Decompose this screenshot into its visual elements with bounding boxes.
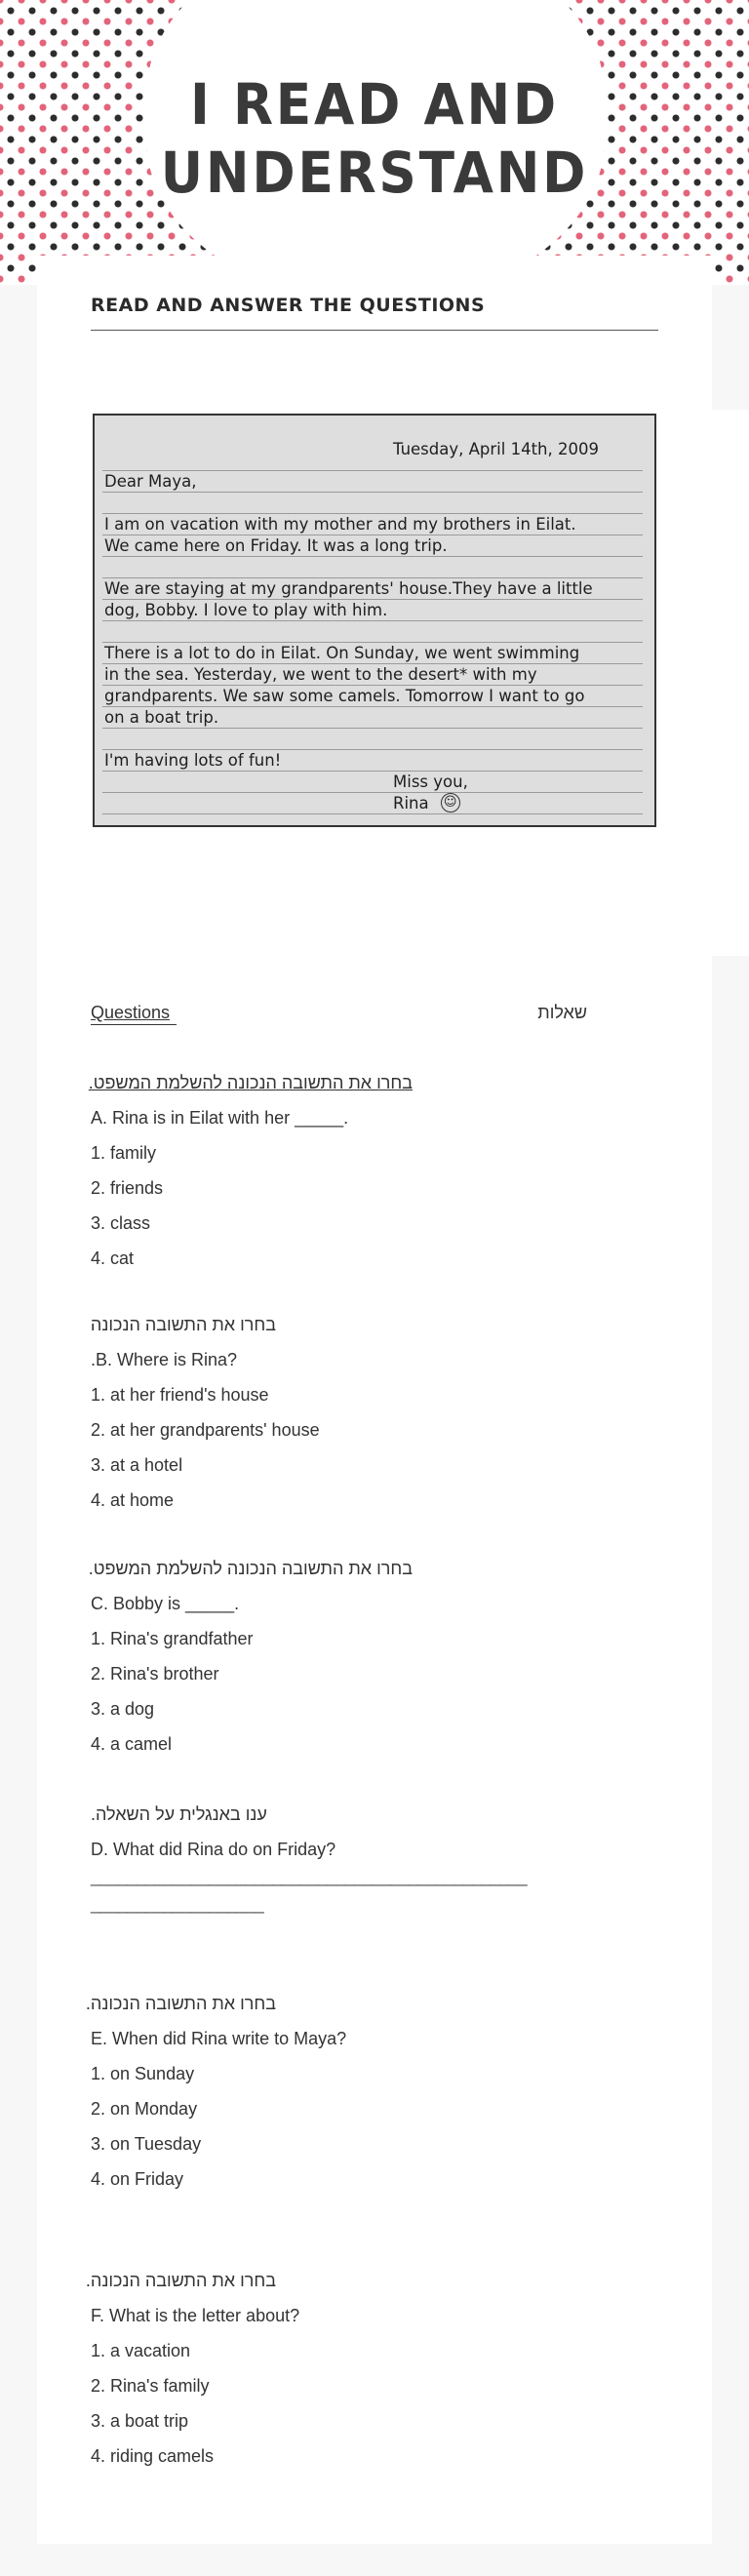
question-e-option: 3. on Tuesday — [91, 2134, 202, 2154]
question-c-prompt: C. Bobby is _____. — [91, 1594, 240, 1613]
question-f-option: 3. a boat trip — [91, 2411, 189, 2431]
letter-line: I'm having lots of fun! — [104, 751, 282, 770]
question-a-instruction: בחרו את התשובה הנכונה להשלמת המשפט. — [88, 1073, 413, 1092]
question-c-option: 3. a dog — [91, 1699, 155, 1719]
question-d-prompt: D. What did Rina do on Friday? — [91, 1840, 336, 1859]
question-b-instruction: בחרו את התשובה הנכונה — [90, 1315, 276, 1334]
question-e-option: 4. on Friday — [91, 2169, 184, 2189]
section-heading: READ AND ANSWER THE QUESTIONS — [91, 295, 658, 331]
question-d-instruction: ענו באנגלית על השאלה. — [91, 1804, 267, 1824]
letter-greeting: Dear Maya, — [104, 472, 197, 491]
question-b-option: 2. at her grandparents' house — [91, 1420, 320, 1440]
question-a-option: 1. family — [91, 1143, 157, 1163]
questions-label-underline — [91, 1001, 177, 1025]
question-a-option: 2. friends — [91, 1178, 164, 1198]
question-e-option: 2. on Monday — [91, 2099, 198, 2119]
letter-signature-line — [393, 793, 460, 814]
question-f-instruction: בחרו את התשובה הנכונה. — [85, 2271, 276, 2290]
questions-label: Questions — [91, 1003, 171, 1022]
question-e-prompt: E. When did Rina write to Maya? — [91, 2029, 347, 2048]
question-b-option: 4. at home — [91, 1490, 175, 1510]
question-c-option: 1. Rina's grandfather — [91, 1629, 254, 1648]
question-e-instruction: בחרו את התשובה הנכונה. — [85, 1994, 276, 2013]
letter-signature: Rina — [393, 794, 429, 812]
letter-closing: Miss you, — [393, 773, 468, 791]
header-banner — [0, 0, 749, 285]
question-f-option: 4. riding camels — [91, 2446, 215, 2466]
question-c-option: 2. Rina's brother — [91, 1664, 219, 1684]
letter-line: on a boat trip. — [104, 708, 219, 727]
letter-line: We are staying at my grandparents' house.They have a little — [104, 579, 593, 598]
question-a-option: 3. class — [91, 1213, 151, 1233]
smiley-icon: ☺ — [441, 793, 460, 812]
page-title — [30, 70, 720, 207]
question-f-option: 2. Rina's family — [91, 2376, 210, 2396]
question-f-prompt: F. What is the letter about? — [91, 2306, 300, 2325]
question-d-answer-line[interactable]: ________________________________________________ — [91, 1867, 527, 1886]
question-c-instruction: בחרו את התשובה הנכונה להשלמת המשפט. — [88, 1559, 413, 1578]
question-b-prompt: .B. Where is Rina? — [91, 1350, 238, 1369]
letter-date: Tuesday, April 14th, 2009 — [393, 440, 599, 458]
letter-line: in the sea. Yesterday, we went to the desert* with my — [104, 665, 537, 684]
card-edge — [712, 410, 749, 956]
question-f-option: 1. a vacation — [91, 2341, 191, 2360]
letter-box — [93, 414, 656, 827]
question-d-answer-line[interactable]: ___________________ — [91, 1894, 263, 1914]
letter-line: I am on vacation with my mother and my brothers in Eilat. — [104, 515, 576, 534]
letter-line: grandparents. We saw some camels. Tomorrow I want to go — [104, 687, 585, 705]
question-b-option: 1. at her friend's house — [91, 1385, 269, 1405]
question-b-option: 3. at a hotel — [91, 1455, 183, 1475]
letter-line: We came here on Friday. It was a long trip. — [104, 536, 448, 555]
question-e-option: 1. on Sunday — [91, 2064, 195, 2083]
page-title-line-1: I READ AND — [189, 71, 559, 138]
questions-label-hebrew: שאלות — [537, 1003, 587, 1022]
ruled-line — [102, 792, 643, 793]
ruled-line — [102, 813, 643, 814]
question-a-option: 4. cat — [91, 1248, 135, 1268]
letter-line: There is a lot to do in Eilat. On Sunday, we went swimming — [104, 644, 580, 662]
page-title-line-2: UNDERSTAND — [160, 139, 589, 206]
question-c-option: 4. a camel — [91, 1734, 173, 1754]
letter-line: dog, Bobby. I love to play with him. — [104, 601, 388, 619]
question-a-prompt: A. Rina is in Eilat with her _____. — [91, 1108, 349, 1128]
